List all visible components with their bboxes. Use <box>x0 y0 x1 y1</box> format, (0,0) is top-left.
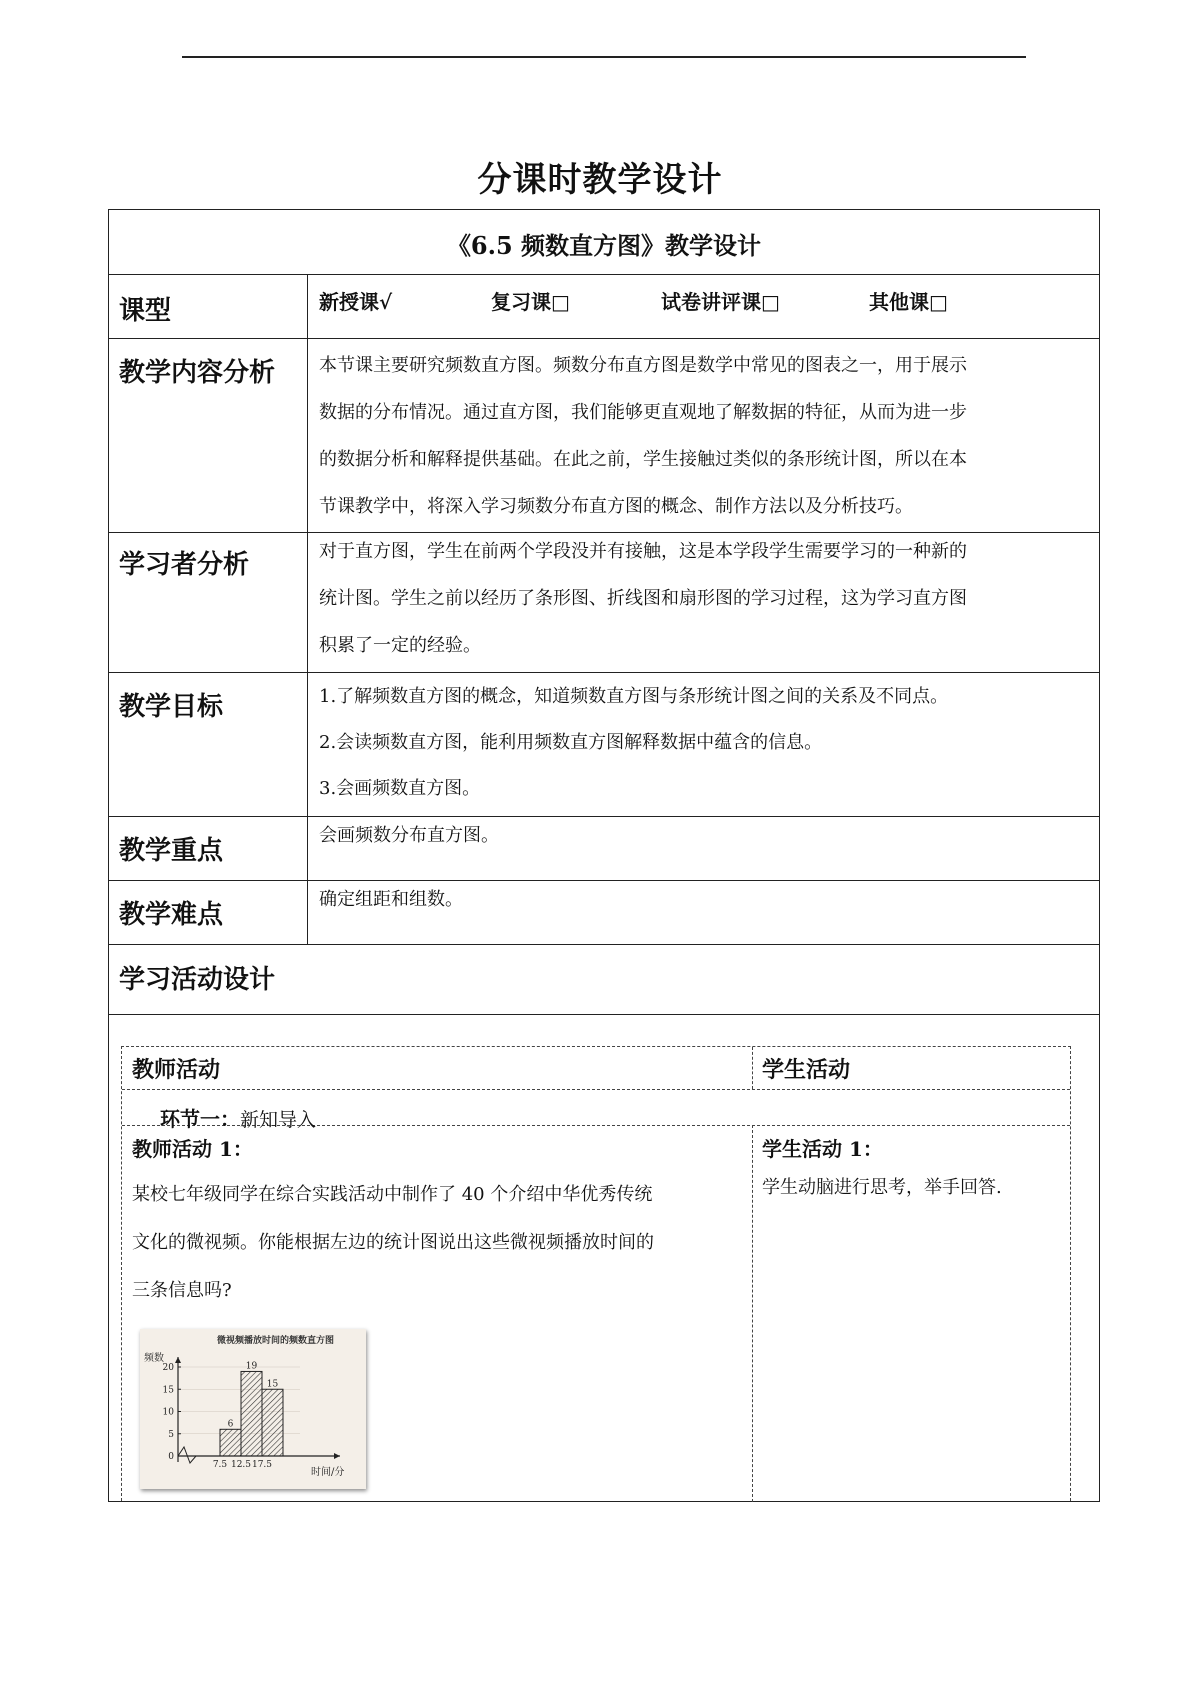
text-line: 某校七年级同学在综合实践活动中制作了 40 个介绍中华优秀传统 <box>132 1184 653 1205</box>
activity-design-label: 学习活动设计 <box>119 965 276 995</box>
objectives-list <box>319 674 1089 812</box>
objective-item: 3.会画频数直方图。 <box>319 778 481 799</box>
column-divider <box>752 1047 753 1089</box>
column-divider <box>752 1125 753 1502</box>
text-line: 三条信息吗? <box>132 1280 232 1301</box>
x-tick-label: 17.5 <box>251 1460 273 1470</box>
x-axis-arrow <box>334 1453 340 1459</box>
x-tick-label: 7.5 <box>212 1460 228 1470</box>
text-line: 节课教学中，将深入学习频数分布直方图的概念、制作方法以及分析技巧。 <box>319 496 913 517</box>
key-point-text: 会画频数分布直方图。 <box>319 825 499 846</box>
row-divider <box>109 672 1099 673</box>
histogram-bar <box>241 1371 262 1456</box>
text-line: 积累了一定的经验。 <box>319 635 481 656</box>
text-line: 本节课主要研究频数直方图。频数分布直方图是数学中常见的图表之一，用于展示 <box>319 355 967 376</box>
text-line: 数据的分布情况。通过直方图，我们能够更直观地了解数据的特征，从而为进一步 <box>319 402 967 423</box>
difficulty-text: 确定组距和组数。 <box>319 889 463 910</box>
axis-break-mark <box>178 1447 202 1463</box>
stage-name: 新知导入 <box>240 1109 317 1131</box>
stage-label: 环节一： <box>160 1107 240 1131</box>
objectives-label: 教学目标 <box>119 692 224 722</box>
row-divider <box>109 338 1099 339</box>
content-analysis-label: 教学内容分析 <box>119 358 276 388</box>
histogram-chart <box>140 1329 366 1489</box>
row-divider <box>109 1014 1099 1015</box>
y-axis-label: 频数 <box>144 1353 164 1364</box>
lesson-type-option: 其他课□ <box>869 290 948 314</box>
bar-data-label: 6 <box>227 1419 234 1430</box>
student-activity-text: 学生动脑进行思考，举手回答. <box>762 1177 1002 1198</box>
content-analysis-text <box>319 342 1089 530</box>
student-activity-title: 学生活动 1： <box>762 1137 883 1161</box>
activity-table <box>121 1046 1071 1501</box>
lesson-plan-table <box>108 209 1100 1502</box>
histogram-figure <box>140 1329 366 1489</box>
x-axis-label: 时间/分 <box>311 1467 345 1478</box>
bar-data-label: 15 <box>266 1379 279 1390</box>
lesson-type-option: 新授课√ <box>319 290 393 314</box>
page-title: 分课时教学设计 <box>477 160 723 200</box>
header-rule <box>182 56 1026 58</box>
column-divider <box>307 274 308 944</box>
row-divider <box>122 1089 1070 1090</box>
text-line: 的数据分析和解释提供基础。在此之前，学生接触过类似的条形统计图，所以在本 <box>319 449 967 470</box>
lesson-title: 《6.5 频数直方图》教学设计 <box>446 231 762 260</box>
teacher-activity-title: 教师活动 1： <box>132 1137 253 1161</box>
lesson-type-label: 课型 <box>119 296 172 326</box>
text-line: 统计图。学生之前以经历了条形图、折线图和扇形图的学习过程，这为学习直方图 <box>319 588 967 609</box>
student-activity-header: 学生活动 <box>762 1058 851 1083</box>
histogram-bar <box>262 1389 283 1456</box>
teacher-activity-header: 教师活动 <box>132 1058 221 1083</box>
y-tick-label: 10 <box>162 1407 174 1418</box>
key-point-label: 教学重点 <box>119 836 224 866</box>
learner-analysis-label: 学习者分析 <box>119 550 250 580</box>
chart-title: 微视频播放时间的频数直方图 <box>217 1336 335 1346</box>
row-divider <box>109 944 1099 945</box>
learner-analysis-text <box>319 528 1089 669</box>
histogram-bar <box>220 1429 241 1456</box>
teacher-activity-text <box>132 1171 746 1315</box>
lesson-type-option: 试卷讲评课□ <box>661 290 780 314</box>
lesson-type-option: 复习课□ <box>491 290 570 314</box>
text-line: 对于直方图，学生在前两个学段没并有接触，这是本学段学生需要学习的一种新的 <box>319 541 967 562</box>
y-tick-label: 0 <box>168 1452 174 1462</box>
y-axis-arrow <box>175 1357 181 1363</box>
y-tick-label: 5 <box>168 1429 174 1440</box>
stage-row <box>160 1103 316 1132</box>
objective-item: 1.了解频数直方图的概念，知道频数直方图与条形统计图之间的关系及不同点。 <box>319 686 949 707</box>
objective-item: 2.会读频数直方图，能利用频数直方图解释数据中蕴含的信息。 <box>319 732 823 753</box>
text-line: 文化的微视频。你能根据左边的统计图说出这些微视频播放时间的 <box>132 1232 654 1253</box>
x-tick-label: 12.5 <box>230 1460 252 1470</box>
row-divider <box>109 274 1099 275</box>
y-tick-label: 15 <box>162 1385 174 1396</box>
bar-data-label: 19 <box>245 1361 258 1372</box>
y-tick-label: 20 <box>162 1363 174 1373</box>
difficulty-label: 教学难点 <box>119 900 224 930</box>
